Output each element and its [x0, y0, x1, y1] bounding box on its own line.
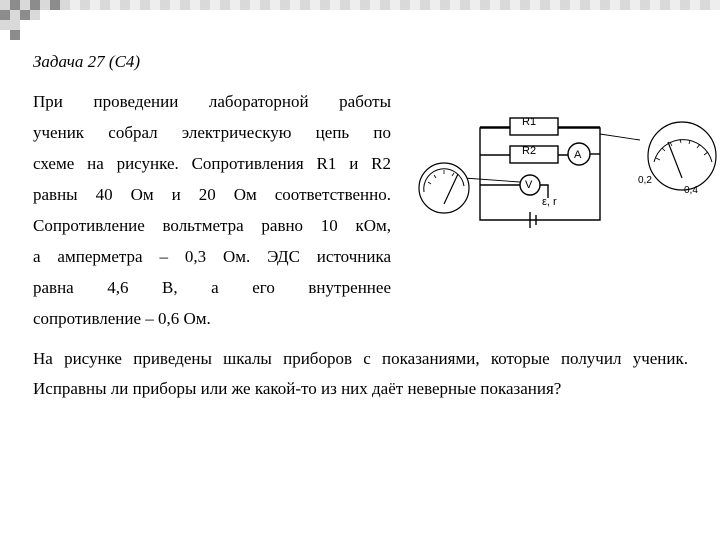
pattern-cell — [680, 0, 690, 10]
voltmeter-leader-line — [464, 178, 520, 182]
ammeter-gauge — [638, 122, 716, 196]
pattern-cell — [10, 20, 20, 30]
description-line: Сопротивление вольтметра равно 10 кОм, — [33, 216, 391, 235]
pattern-cell — [510, 0, 520, 10]
pattern-cell — [380, 0, 390, 10]
pattern-cell — [130, 0, 140, 10]
pattern-cell — [100, 0, 110, 10]
pattern-cell — [710, 0, 720, 10]
pattern-cell — [470, 0, 480, 10]
ammeter-tick-label: 0,2 — [638, 175, 652, 186]
pattern-cell — [20, 0, 30, 10]
pattern-cell — [70, 0, 80, 10]
pattern-cells — [0, 0, 720, 40]
pattern-cell — [650, 0, 660, 10]
pattern-cell — [150, 0, 160, 10]
pattern-cell — [360, 0, 370, 10]
pattern-cell — [210, 0, 220, 10]
label-r2: R2 — [522, 145, 537, 157]
pattern-cell — [90, 0, 100, 10]
pattern-cell — [10, 30, 20, 40]
pattern-cell — [640, 0, 650, 10]
pattern-cell — [240, 0, 250, 10]
pattern-cell — [10, 10, 20, 20]
pattern-cell — [200, 0, 210, 10]
pattern-cell — [530, 0, 540, 10]
pattern-cell — [340, 0, 350, 10]
pattern-cell — [20, 10, 30, 20]
pattern-cell — [700, 0, 710, 10]
pattern-cell — [300, 0, 310, 10]
wire-top — [480, 128, 600, 220]
pattern-cell — [120, 0, 130, 10]
pattern-cell — [110, 0, 120, 10]
pattern-cell — [420, 0, 430, 10]
description-line: равны 40 Ом и 20 Ом соответственно. — [33, 185, 391, 204]
task-title: Задача 27 (С4) — [33, 52, 141, 71]
pattern-cell — [660, 0, 670, 10]
pattern-cell — [550, 0, 560, 10]
pattern-cell — [570, 0, 580, 10]
pattern-cell — [140, 0, 150, 10]
pattern-cell — [630, 0, 640, 10]
pattern-cell — [180, 0, 190, 10]
pattern-cell — [560, 0, 570, 10]
pattern-cell — [330, 0, 340, 10]
pattern-cell — [170, 0, 180, 10]
pattern-cell — [590, 0, 600, 10]
pattern-cell — [270, 0, 280, 10]
pattern-cell — [220, 0, 230, 10]
pattern-cell — [190, 0, 200, 10]
pattern-cell — [30, 0, 40, 10]
pattern-cell — [320, 0, 330, 10]
pattern-cell — [280, 0, 290, 10]
pattern-cell — [580, 0, 590, 10]
pattern-cell — [370, 0, 380, 10]
pattern-cell — [60, 0, 70, 10]
pattern-cell — [0, 0, 10, 10]
description-line: ученик собрал электрическую цепь по — [33, 123, 391, 142]
pattern-cell — [290, 0, 300, 10]
pattern-cell — [10, 0, 20, 10]
pattern-cell — [390, 0, 400, 10]
pattern-cell — [430, 0, 440, 10]
decorative-header-pattern — [0, 0, 720, 40]
pattern-cell — [540, 0, 550, 10]
pattern-cell — [480, 0, 490, 10]
pattern-cell — [500, 0, 510, 10]
description-line: сопротивление – 0,6 Ом. — [33, 309, 211, 328]
pattern-cell — [80, 0, 90, 10]
label-ammeter: A — [574, 149, 582, 161]
pattern-cell — [310, 0, 320, 10]
pattern-cell — [620, 0, 630, 10]
pattern-cell — [0, 20, 10, 30]
pattern-cell — [0, 10, 10, 20]
pattern-cell — [610, 0, 620, 10]
pattern-cell — [400, 0, 410, 10]
pattern-cell — [260, 0, 270, 10]
pattern-cell — [160, 0, 170, 10]
pattern-cell — [40, 0, 50, 10]
task-question — [33, 344, 688, 404]
circuit-diagram — [418, 112, 720, 242]
voltmeter-gauge — [419, 163, 469, 213]
description-line: схеме на рисунке. Сопротивления R1 и R2 — [33, 154, 391, 173]
pattern-cell — [600, 0, 610, 10]
pattern-cell — [440, 0, 450, 10]
question-text: На рисунке приведены шкалы приборов с показаниями, которые получил ученик. Исправны ли приборы или же какой-то из них даёт неверные показания? — [33, 349, 688, 398]
pattern-cell — [230, 0, 240, 10]
pattern-cell — [520, 0, 530, 10]
pattern-cell — [410, 0, 420, 10]
description-line: При проведении лабораторной работы — [33, 92, 391, 111]
label-r1: R1 — [522, 116, 537, 128]
pattern-cell — [250, 0, 260, 10]
pattern-cell — [670, 0, 680, 10]
label-source: ε, r — [542, 196, 557, 208]
ammeter-tick-label: 0,4 — [684, 185, 698, 196]
description-line: а амперметра – 0,3 Ом. ЭДС источника — [33, 247, 391, 266]
ammeter-leader-line — [600, 134, 640, 140]
pattern-cell — [450, 0, 460, 10]
label-voltmeter: V — [525, 179, 533, 191]
pattern-cell — [460, 0, 470, 10]
pattern-cell — [690, 0, 700, 10]
description-line: равна 4,6 В, а его внутреннее — [33, 278, 391, 297]
task-description — [33, 86, 391, 334]
pattern-cell — [350, 0, 360, 10]
pattern-cell — [30, 10, 40, 20]
pattern-cell — [490, 0, 500, 10]
pattern-cell — [50, 0, 60, 10]
